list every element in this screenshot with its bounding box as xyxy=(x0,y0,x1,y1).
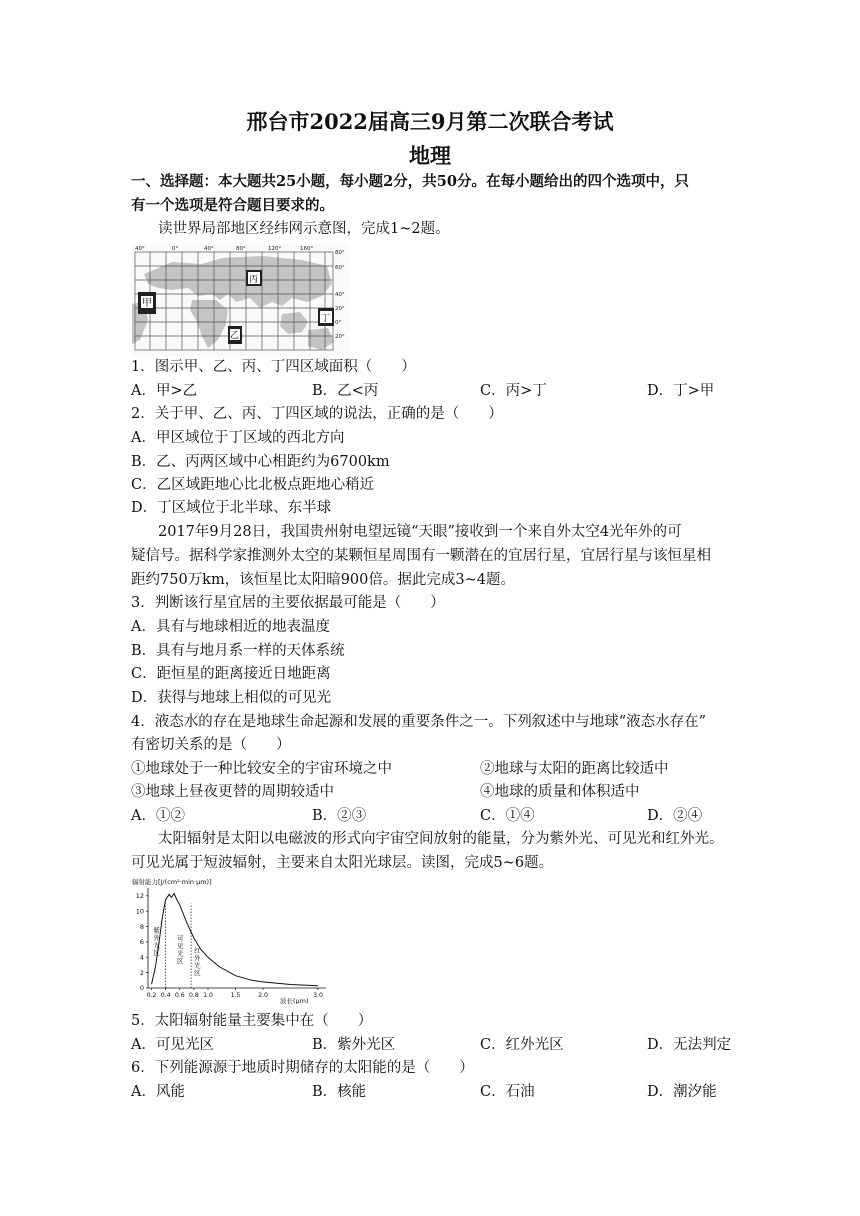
chart-ylabel: 辐射能力[J/(cm²·min·μm)] xyxy=(132,878,212,886)
q6-option-a: A．风能 xyxy=(131,1084,185,1100)
q4-option-c: C．①④ xyxy=(480,808,535,824)
q5-option-c: C．红外光区 xyxy=(480,1037,564,1053)
x-tick-label: 3.0 xyxy=(313,992,323,999)
y-tick-label: 8 xyxy=(139,922,144,931)
q2-option-c: C．乙区域距地心比北极点距地心稍近 xyxy=(131,477,375,493)
y-tick-label: 10 xyxy=(135,907,144,916)
map-lat-label: 80° xyxy=(335,250,345,256)
q4-option-b: B．②③ xyxy=(312,808,367,824)
region-label: 丁 xyxy=(321,314,331,324)
x-tick-label: 0.8 xyxy=(188,992,199,999)
subject-title: 地理 xyxy=(409,143,451,168)
q5-option-b: B．紫外光区 xyxy=(312,1037,396,1053)
x-tick-label: 1.0 xyxy=(203,992,213,999)
y-tick-label: 12 xyxy=(135,892,144,901)
map-lat-label: 60° xyxy=(335,265,345,271)
region-label: 乙 xyxy=(230,331,240,341)
map-lat-label: 20° xyxy=(335,306,345,312)
question-4-stem-line2: 有密切关系的是（ ） xyxy=(131,737,291,753)
passage-5-6-line1: 太阳辐射是太阳以电磁波的形式向宇宙空间放射的能量，分为紫外光、可见光和红外光。 xyxy=(158,831,724,847)
lat-long-map-figure xyxy=(132,244,350,360)
question-2-stem: 2．关于甲、乙、丙、丁四区域的说法，正确的是（ ） xyxy=(131,406,503,422)
y-tick-label: 4 xyxy=(139,953,144,962)
region-label-char: 外 xyxy=(194,954,201,963)
intro-questions-1-2: 读世界局部地区经纬网示意图，完成1~2题。 xyxy=(158,221,450,237)
region-yi xyxy=(228,326,242,344)
map-lon-label: 120° xyxy=(268,246,282,252)
section-heading-line2: 有一个选项是符合题目要求的。 xyxy=(131,197,334,214)
q3-option-a: A．具有与地球相近的地表温度 xyxy=(131,619,330,635)
exam-title: 邢台市2022届高三9月第二次联合考试 xyxy=(246,109,614,134)
q4-statement-2: ②地球与太阳的距离比较适中 xyxy=(480,761,669,777)
region-label-char: 光 xyxy=(153,941,160,950)
map-lat-label: 0° xyxy=(335,320,342,326)
q5-option-d: D．无法判定 xyxy=(647,1037,732,1053)
region-label-char: 区 xyxy=(153,949,160,958)
region-jia xyxy=(138,292,156,314)
region-bing xyxy=(246,270,262,286)
region-label-char: 紫 xyxy=(153,926,160,935)
q3-option-d: D．获得与地球上相似的可见光 xyxy=(131,690,332,706)
q6-option-b: B．核能 xyxy=(312,1084,367,1100)
y-tick-label: 0 xyxy=(139,984,144,993)
region-label-char: 红 xyxy=(194,946,201,955)
map-lon-label: 40° xyxy=(204,246,214,252)
x-tick-label: 0.6 xyxy=(174,992,185,999)
q3-option-b: B．具有与地月系一样的天体系统 xyxy=(131,643,345,659)
region-label-char: 见 xyxy=(176,941,184,950)
passage-3-4-line3: 距约750万km，该恒星比太阳暗900倍。据此完成3~4题。 xyxy=(131,572,515,588)
region-label-char: 区 xyxy=(194,969,201,978)
q2-option-a: A．甲区域位于丁区域的西北方向 xyxy=(131,430,345,446)
x-tick-label: 2.0 xyxy=(258,992,268,999)
passage-3-4-line2: 疑信号。据科学家推测外太空的某颗恒星周围有一颗潜在的宜居行星，宜居行星与该恒星相 xyxy=(131,548,711,564)
region-label-char: 光 xyxy=(194,961,201,970)
map-lon-label: 40° xyxy=(135,246,145,252)
map-lon-label: 80° xyxy=(236,246,246,252)
q3-option-c: C．距恒星的距离接近日地距离 xyxy=(131,666,331,682)
q4-statement-1: ①地球处于一种比较安全的宇宙环境之中 xyxy=(131,761,392,777)
q6-option-c: C．石油 xyxy=(480,1084,535,1100)
solar-radiation-chart xyxy=(130,876,330,1004)
region-label: 甲 xyxy=(142,298,152,309)
region-label-char: 光 xyxy=(176,949,184,958)
x-tick-label: 0.4 xyxy=(160,992,171,999)
lat-long-map xyxy=(132,244,350,356)
question-1-stem: 1．图示甲、乙、丙、丁四区域面积（ ） xyxy=(131,359,416,375)
question-6-stem: 6．下列能源源于地质时期储存的太阳能的是（ ） xyxy=(131,1060,474,1076)
section-heading-line1: 一、选择题：本大题共25小题，每小题2分，共50分。在每小题给出的四个选项中，只 xyxy=(131,173,689,190)
region-label: 丙 xyxy=(249,275,259,285)
map-lon-label: 160° xyxy=(300,246,314,252)
region-label-char: 外 xyxy=(153,934,160,943)
passage-5-6-line2: 可见光属于短波辐射，主要来自太阳光球层。读图，完成5~6题。 xyxy=(131,855,554,871)
question-4-stem-line1: 4．液态水的存在是地球生命起源和发展的重要条件之一。下列叙述中与地球“液态水存在” xyxy=(131,714,707,730)
map-lat-label: 40° xyxy=(335,292,345,298)
passage-3-4-line1: 2017年9月28日，我国贵州射电望远镜“天眼”接收到一个来自外太空4光年外的可 xyxy=(158,524,682,540)
q1-option-c: C．丙>丁 xyxy=(480,383,547,399)
question-3-stem: 3．判断该行星宜居的主要依据最可能是（ ） xyxy=(131,595,445,611)
q4-statement-4: ④地球的质量和体积适中 xyxy=(480,784,640,800)
question-5-stem: 5．太阳辐射能量主要集中在（ ） xyxy=(131,1013,373,1029)
q4-statement-3: ③地球上昼夜更替的周期较适中 xyxy=(131,784,334,800)
y-tick-label: 6 xyxy=(139,938,144,947)
q4-option-d: D．②④ xyxy=(647,808,703,824)
q1-option-d: D．丁>甲 xyxy=(647,383,715,399)
q6-option-d: D．潮汐能 xyxy=(647,1084,717,1100)
q1-option-b: B．乙<丙 xyxy=(312,383,379,399)
region-label-char: 可 xyxy=(176,934,184,943)
y-tick-label: 2 xyxy=(139,968,144,977)
q2-option-d: D．丁区域位于北半球、东半球 xyxy=(131,500,332,516)
region-label-char: 区 xyxy=(176,956,184,965)
map-lon-label: 0° xyxy=(172,246,179,252)
q5-option-a: A．可见光区 xyxy=(131,1037,214,1053)
region-ding xyxy=(318,308,334,326)
x-tick-label: 0.2 xyxy=(146,992,157,999)
x-tick-label: 1.5 xyxy=(230,992,241,999)
q2-option-b: B．乙、丙两区域中心相距约为6700km xyxy=(131,454,390,470)
map-lat-label: 20° xyxy=(335,334,345,340)
solar-radiation-chart-figure xyxy=(130,876,330,1008)
q1-option-a: A．甲>乙 xyxy=(131,383,198,399)
q4-option-a: A．①② xyxy=(131,808,185,824)
chart-xlabel: 波长(μm) xyxy=(280,997,309,1004)
